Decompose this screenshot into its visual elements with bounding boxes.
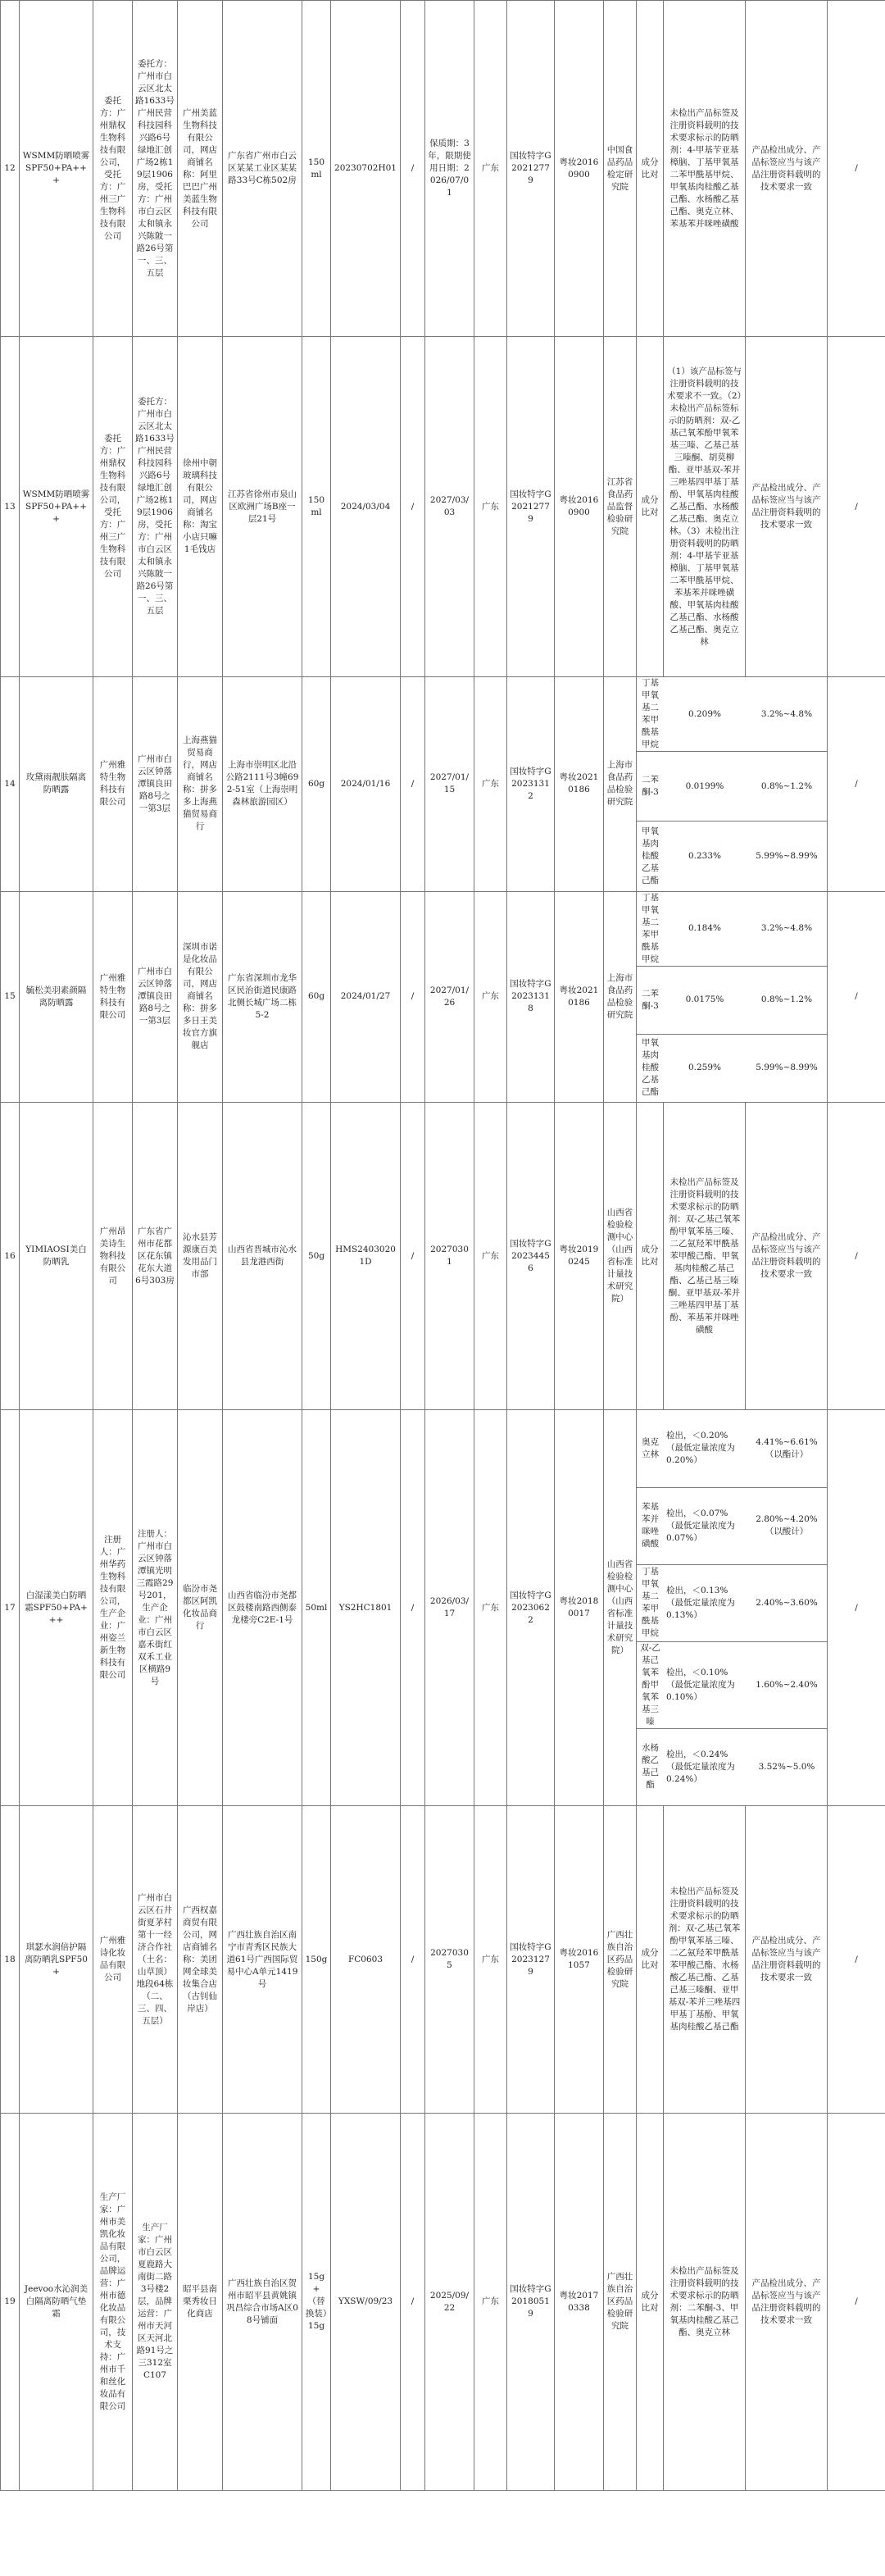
production-license: 粤妆20160900 [555,337,604,677]
approval-number: 国妆特字G20230622 [507,1410,555,1806]
sub-result-row [637,1728,828,1805]
production-date: / [401,1103,425,1410]
test-item: 甲氧基肉桂酸乙基己酯 [642,826,659,885]
test-result: 0.259% [688,1063,722,1073]
registrant: 广州雅特生物科技有限公司 [93,677,133,892]
row-number: 19 [1,2114,20,2491]
production-license: 粤妆20210186 [555,891,604,1103]
test-item: 丁基甲氧基二苯甲酰基甲烷 [637,677,664,752]
test-standard: 2.40%~3.60% [746,1564,828,1641]
testing-lab: 中国食品药品检定研究院 [604,1,637,337]
approval-number: 国妆特字G20231318 [507,891,555,1103]
batch-number: 2024/03/04 [331,337,401,677]
remark: / [828,677,885,892]
table-row [1,1,885,337]
test-result: 检出，＜0.24%（最低定量浓度为0.24%） [666,1749,735,1784]
sub-result-row [637,1641,828,1728]
test-standard: 0.8%~1.2% [746,752,828,821]
seller: 深圳市诺是化妆品有限公司，网店商铺名称：拼多多日王美妆官方旗舰店 [178,891,223,1103]
test-standard: 产品检出成分、产品标签应当与该产品注册资料载明的技术要求一致 [746,1806,828,2114]
test-standard: 产品检出成分、产品标签应当与该产品注册资料载明的技术要求一致 [746,337,828,677]
seller-address: 广西壮族自治区贺州市昭平县黄姚镇巩昌综合市场A区08号铺面 [223,2114,302,2491]
production-date: / [401,677,425,892]
test-result: 0.184% [664,892,746,967]
registrant-address: 生产厂家：广州市白云区夏鹿路大南街二路3号楼2层，品牌运营：广州市天河区天河北路91号之三312室C107 [133,2114,178,2491]
province: 广东 [474,2114,507,2491]
test-standard: 2.80%~4.20%（以酸计） [746,1487,828,1564]
remark: / [828,1103,885,1410]
registrant: 注册人：广州华药生物科技有限公司，生产企业：广州姿兰新生物科技有限公司 [93,1410,133,1806]
production-date: / [401,1,425,337]
remark: / [828,2114,885,2491]
test-result: 未检出产品标签及注册资料载明的技术要求标示的防晒剂：二苯酮-3、甲氧基肉桂酸乙基己酯、奥克立林 [664,2114,746,2491]
approval-number: 国妆特字G20231279 [507,1806,555,2114]
table-row [1,1806,885,2114]
batch-number: YS2HC1801 [331,1410,401,1806]
test-item: 双-乙基己氧苯酚甲氧苯基三嗪 [637,1641,664,1728]
production-date: / [401,2114,425,2491]
registrant: 委托方：广州鼎权生物科技有限公司，受托方：广州三广生物科技有限公司 [93,1,133,337]
specification: 60g [302,677,331,892]
seller: 广州美蓝生物科技有限公司，网店商铺名称：阿里巴巴广州美蓝生物科技有限公司 [178,1,223,337]
test-standard: 产品检出成分、产品标签应当与该产品注册资料载明的技术要求一致 [746,2114,828,2491]
test-result: 0.209% [664,677,746,752]
sub-result-row [637,966,828,1034]
seller: 临汾市尧都区阿凯化妆品商行 [178,1410,223,1806]
province: 广东 [474,677,507,892]
production-license: 粤妆20160900 [555,1,604,337]
test-item: 丁基甲氧基二苯甲酰基甲烷 [637,892,664,967]
seller-address: 广西壮族自治区南宁市青秀区民族大道61号广西国际贸易中心A单元1419号 [223,1806,302,2114]
test-standard: 5.99%~8.99% [756,1063,818,1073]
batch-number: 2024/01/27 [331,891,401,1103]
specification: 60g [302,891,331,1103]
province: 广东 [474,1410,507,1806]
sub-result-row [637,752,828,821]
seller-address: 江苏省徐州市泉山区欧洲广场B座一层21号 [223,337,302,677]
test-result: 0.0199% [664,752,746,821]
test-item: 苯基苯并咪唑磺酸 [637,1487,664,1564]
specification: 50g [302,1103,331,1410]
test-result: 检出，＜0.07%（最低定量浓度为0.07%） [664,1487,746,1564]
approval-number: 国妆特字G20212779 [507,337,555,677]
sub-result-row [637,1487,828,1564]
table-row [1,1103,885,1410]
registrant: 广州昂美诗生物科技有限公司 [93,1103,133,1410]
sub-result-row [637,821,828,891]
sub-results [637,677,828,892]
test-result: 检出，＜0.10%（最低定量浓度为0.10%） [664,1641,746,1728]
table-row [1,337,885,677]
production-date: / [401,1806,425,2114]
test-item: 二苯酮-3 [637,752,664,821]
test-standard: 3.52%~5.0% [758,1761,815,1772]
product-name: WSMM防晒喷雾SPF50+PA+++ [20,1,93,337]
batch-number: FC0603 [331,1806,401,2114]
approval-number: 国妆特字G20231312 [507,677,555,892]
specification: 15g+（替换装）15g [302,2114,331,2491]
production-license: 粤妆20210186 [555,677,604,892]
specification: 150ml [302,337,331,677]
remark: / [828,891,885,1103]
approval-number: 国妆特字G20212779 [507,1,555,337]
test-standard: 1.60%~2.40% [746,1641,828,1728]
remark: / [828,337,885,677]
test-result: 0.233% [688,850,722,861]
testing-lab: 山西省检验检测中心（山西省标准计量技术研究院） [604,1410,637,1806]
specification: 50ml [302,1410,331,1806]
test-result: 检出，＜0.13%（最低定量浓度为0.13%） [664,1564,746,1641]
row-number: 13 [1,337,20,677]
testing-lab: 江苏省食品药品监督检验研究院 [604,337,637,677]
test-item: 成分比对 [637,2114,664,2491]
testing-lab: 广西壮族自治区药品检验研究院 [604,2114,637,2491]
row-number: 14 [1,677,20,892]
seller: 昭平县南栗秀妆日化商店 [178,2114,223,2491]
seller: 徐州中朝玻璃科技有限公司，网店商铺名称：淘宝小店只嘛1毛钱店 [178,337,223,677]
batch-number: HMS24030201D [331,1103,401,1410]
testing-lab: 上海市食品药品检验研究院 [604,677,637,892]
test-standard: 5.99%~8.99% [756,850,818,861]
production-date: / [401,337,425,677]
approval-number: 国妆特字G20234456 [507,1103,555,1410]
production-license: 粤妆20170338 [555,2114,604,2491]
row-number: 16 [1,1103,20,1410]
remark: / [828,1806,885,2114]
registrant-address: 广州市白云区石井街夏茅村第十一经济合作社（土名：山草顶）地段64栋（二、三、四、五层） [133,1806,178,2114]
seller: 上海燕猫贸易商行，网店商铺名称：拼多多上海燕猫贸易商行 [178,677,223,892]
seller: 广西权嘉商贸有限公司，网店商铺名称：美团网全球美妆集合店（古钊仙岸店） [178,1806,223,2114]
seller: 沁水县芳源康百美发用品门市部 [178,1103,223,1410]
test-standard: 0.8%~1.2% [746,966,828,1034]
table-row [1,2114,885,2491]
registrant: 委托方：广州鼎权生物科技有限公司，受托方：广州三广生物科技有限公司 [93,337,133,677]
registrant: 广州雅特生物科技有限公司 [93,891,133,1103]
test-result: 未检出产品标签及注册资料载明的技术要求标示的防晒剂：4-甲基苄亚基樟脑、丁基甲氧基二苯甲酰基甲烷、甲氧基肉桂酸乙基己酯、水杨酸乙基己酯、奥克立林、苯基苯并咪唑磺酸 [664,1,746,337]
province: 广东 [474,337,507,677]
test-item: 水杨酸乙基己酯 [642,1743,659,1791]
province: 广东 [474,1103,507,1410]
product-name: 琪瑟水润倍护隔离防晒乳SPF50+ [20,1806,93,2114]
batch-number: 2024/01/16 [331,677,401,892]
test-item: 成分比对 [637,1806,664,2114]
sub-results [637,1410,828,1806]
table-row [1,677,885,892]
sub-result-row [637,1034,828,1102]
specification: 150ml [302,1,331,337]
test-standard: 4.41%~6.61%（以酯计） [746,1410,828,1487]
registrant-address: 广州市白云区钟落潭镇良田路8号之一第3层 [133,891,178,1103]
test-result: 未检出产品标签及注册资料载明的技术要求标示的防晒剂：双-乙基己氧苯酚甲氧苯基三嗪、二乙氨羟苯甲酰基苯甲酸己酯、甲氧基肉桂酸乙基己酯、乙基己基三嗪酮、亚甲基双-苯并三唑基四甲基丁基酚、苯基苯并咪唑磺酸 [664,1103,746,1410]
sub-result-row [637,1564,828,1641]
registrant-address: 委托方：广州市白云区北太路1633号广州民营科技园科兴路6号绿地汇创广场2栋19层1906房，受托方：广州市白云区太和镇永兴陈陂一路26号第一、三、五层 [133,1,178,337]
province: 广东 [474,891,507,1103]
province: 广东 [474,1,507,337]
registrant: 生产厂家：广州市美凯化妆品有限公司，品牌运营：广州市德化妆品有限公司，技术支持：广州市千和丝化妆品有限公司 [93,2114,133,2491]
product-name: 玫黛雨靓肤隔离防晒露 [20,677,93,892]
test-item: 甲氧基肉桂酸乙基己酯 [642,1038,659,1098]
approval-number: 国妆特字G20180519 [507,2114,555,2491]
row-number: 17 [1,1410,20,1806]
test-result: 未检出产品标签及注册资料载明的技术要求标示的防晒剂：双-乙基己氧苯酚甲氧苯基三嗪、二乙氨羟苯甲酰基苯甲酸己酯、水杨酸乙基己酯、乙基己基三嗪酮、亚甲基双-苯并三唑基四甲基丁基酚、甲氧基肉桂酸乙基己酯 [664,1806,746,2114]
specification: 150g [302,1806,331,2114]
product-name: 毓松美羽素颜隔离防晒露 [20,891,93,1103]
remark: / [828,1,885,337]
production-license: 粤妆20190245 [555,1103,604,1410]
test-standard: 3.2%~4.8% [746,677,828,752]
sub-result-row [637,677,828,752]
row-number: 15 [1,891,20,1103]
product-name: Jeevoo水沁润美白隔离防晒气垫霜 [20,2114,93,2491]
seller-address: 山西省临汾市尧都区鼓楼南路西侧泰龙楼旁C2E-1号 [223,1410,302,1806]
registrant-address: 广州市白云区钟落潭镇良田路8号之一第3层 [133,677,178,892]
sub-result-row [637,892,828,967]
registrant-address: 广东省广州市花都区花东镇花东大道6号303房 [133,1103,178,1410]
row-number: 18 [1,1806,20,2114]
expiry-date: 20270305 [425,1806,474,2114]
batch-number: 20230702H01 [331,1,401,337]
row-number: 12 [1,1,20,337]
sub-results [637,891,828,1103]
table-row [1,1410,885,1806]
expiry-date: 2027/03/03 [425,337,474,677]
product-name: 白湿漾美白防晒霜SPF50+PA+++ [20,1410,93,1806]
province: 广东 [474,1806,507,2114]
production-license: 粤妆20180017 [555,1410,604,1806]
test-standard: 产品检出成分、产品标签应当与该产品注册资料载明的技术要求一致 [746,1103,828,1410]
production-license: 粤妆20161057 [555,1806,604,2114]
product-name: WSMM防晒喷雾SPF50+PA+++ [20,337,93,677]
seller-address: 山西省晋城市沁水县龙港西街 [223,1103,302,1410]
expiry-date: 2026/03/17 [425,1410,474,1806]
production-date: / [401,1410,425,1806]
product-name: YIMIAOSI美白防晒乳 [20,1103,93,1410]
expiry-date: 2027/01/26 [425,891,474,1103]
testing-lab: 广西壮族自治区药品检验研究院 [604,1806,637,2114]
test-item: 成分比对 [637,1,664,337]
test-item: 二苯酮-3 [637,966,664,1034]
seller-address: 广东省广州市白云区某某工业区某某路33号C栋502房 [223,1,302,337]
testing-lab: 上海市食品药品检验研究院 [604,891,637,1103]
seller-address: 上海市崇明区北沿公路2111号3幢692-51室（上海崇明森林旅游园区） [223,677,302,892]
test-result: 0.0175% [664,966,746,1034]
sub-result-row [637,1410,828,1487]
test-result: 检出，＜0.20%（最低定量浓度为0.20%） [664,1410,746,1487]
registrant: 广州雅诗化妆品有限公司 [93,1806,133,2114]
production-date: / [401,891,425,1103]
batch-number: YXSW/09/23 [331,2114,401,2491]
remark: / [828,1410,885,1806]
test-item: 丁基甲氧基二苯甲酰基甲烷 [637,1564,664,1641]
registrant-address: 注册人：广州市白云区钟落潭镇光明三霞路29号201，生产企业：广州市白云区嘉禾街红双禾工业区横路9号 [133,1410,178,1806]
test-result: （1）该产品标签与注册资料载明的技术要求不一致。（2）未检出产品标签标示的防晒剂：双-乙基己氧苯酚甲氧苯基三嗪、乙基己基三嗪酮、胡莫柳酯、亚甲基双-苯并三唑基四甲基丁基酚、甲氧基肉桂酸乙基己酯、水杨酸乙基己酯、奥克立林。（3）未检出注册资料载明的防晒剂：4-甲基苄亚基樟脑、丁基甲氧基二苯甲酰基甲烷、苯基苯并咪唑磺酸、甲氧基肉桂酸乙基己酯、水杨酸乙基己酯、奥克立林 [664,337,746,677]
test-item: 奥克立林 [637,1410,664,1487]
test-item: 成分比对 [637,1103,664,1410]
test-item: 成分比对 [637,337,664,677]
test-standard: 3.2%~4.8% [746,892,828,967]
table-row [1,891,885,1103]
expiry-date: 保质期：3年，限期使用日期：2026/07/01 [425,1,474,337]
expiry-date: 2027/01/15 [425,677,474,892]
expiry-date: 2025/09/22 [425,2114,474,2491]
testing-lab: 山西省检验检测中心（山西省标准计量技术研究院） [604,1103,637,1410]
registrant-address: 委托方：广州市白云区北太路1633号广州民营科技园科兴路6号绿地汇创广场2栋19层1906房，受托方：广州市白云区太和镇永兴陈陂一路26号第一、三、五层 [133,337,178,677]
test-standard: 产品检出成分、产品标签应当与该产品注册资料载明的技术要求一致 [746,1,828,337]
seller-address: 广东省深圳市龙华区民治街道民康路北侧长城广场二栋5-2 [223,891,302,1103]
expiry-date: 20270301 [425,1103,474,1410]
